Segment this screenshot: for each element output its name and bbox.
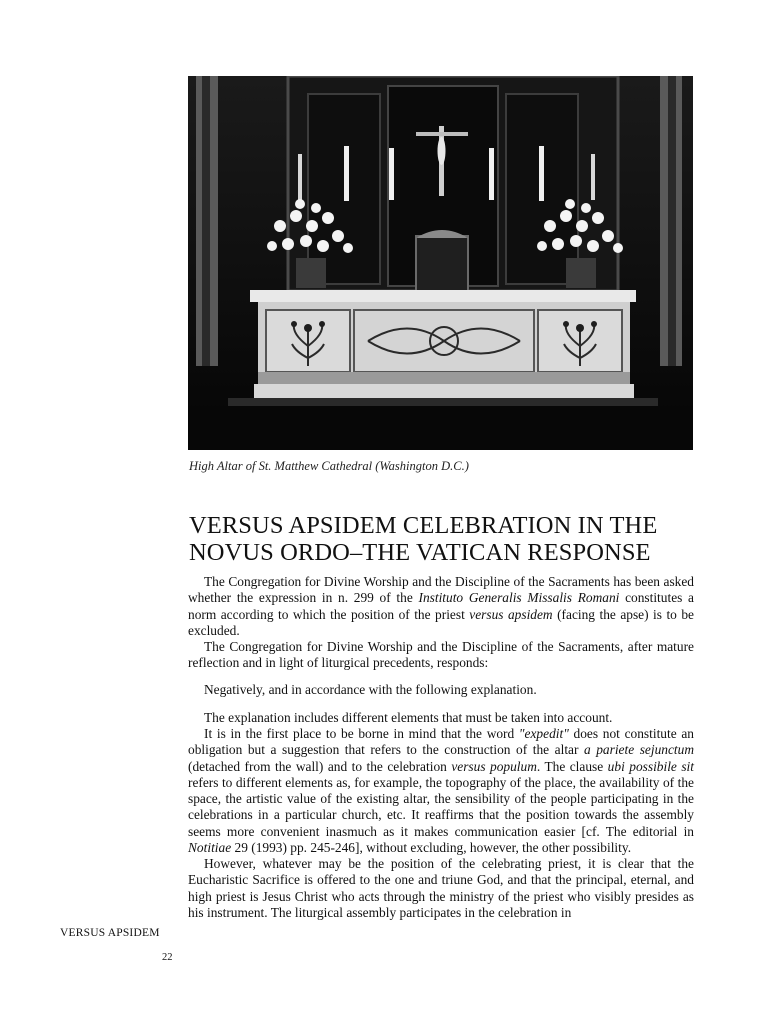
article-title-line-2: NOVUS ORDO–THE VATICAN RESPONSE: [189, 539, 651, 566]
paragraph-response-intro: The Congregation for Divine Worship and the Discipline of the Sacraments, after mature reflection and in light of liturgical precedents, responds:: [188, 639, 694, 671]
paragraph-position: However, whatever may be the position of the celebrating priest, it is clear that the Eucharistic Sacrifice is offered to the one and triune God, and that the principal, eternal, and high priest is Jesus Christ who acts through the ministry of the priest who visibly presides as his instrument. The liturgical assembly participates in the celebration in: [188, 856, 694, 920]
paragraph-expedit: It is in the first place to be borne in mind that the word "expedit" does not constitute an obligation but a suggestion that refers to the construction of the altar a pariete sejunctum (detached from the wall) and to the celebration versus populum. The clause ubi possibile sit refers to different elements as, for example, the topography of the place, the availability of the space, the artistic value of the existing altar, the sensibility of the people participating in the celebrations in a particular church, etc. It reaffirms that the position towards the assembly seems more convenient inasmuch as it makes communication easier [cf. The editorial in Notitiae 29 (1993) pp. 245-246], without excluding, however, the other possibility.: [188, 726, 694, 855]
page-number: 22: [162, 952, 173, 963]
altar-photograph: [188, 76, 693, 450]
altar-photo-image: [188, 76, 693, 450]
paragraph-question: The Congregation for Divine Worship and the Discipline of the Sacraments has been asked whether the expression in n. 299 of the Instituto Generalis Missalis Romani constitutes a norm according to which the position of the priest versus apsidem (facing the apse) is to be excluded.: [188, 574, 694, 638]
paragraph-explanation-intro: The explanation includes different elements that must be taken into account.: [204, 709, 613, 725]
article-title-line-1: VERSUS APSIDEM CELEBRATION IN THE: [189, 512, 658, 539]
paragraph-answer: Negatively, and in accordance with the following explanation.: [204, 681, 537, 697]
photo-caption: High Altar of St. Matthew Cathedral (Washington D.C.): [189, 459, 469, 473]
running-head: VERSUS APSIDEM: [60, 927, 160, 939]
article-body: [188, 574, 694, 921]
article-title: [189, 512, 749, 566]
